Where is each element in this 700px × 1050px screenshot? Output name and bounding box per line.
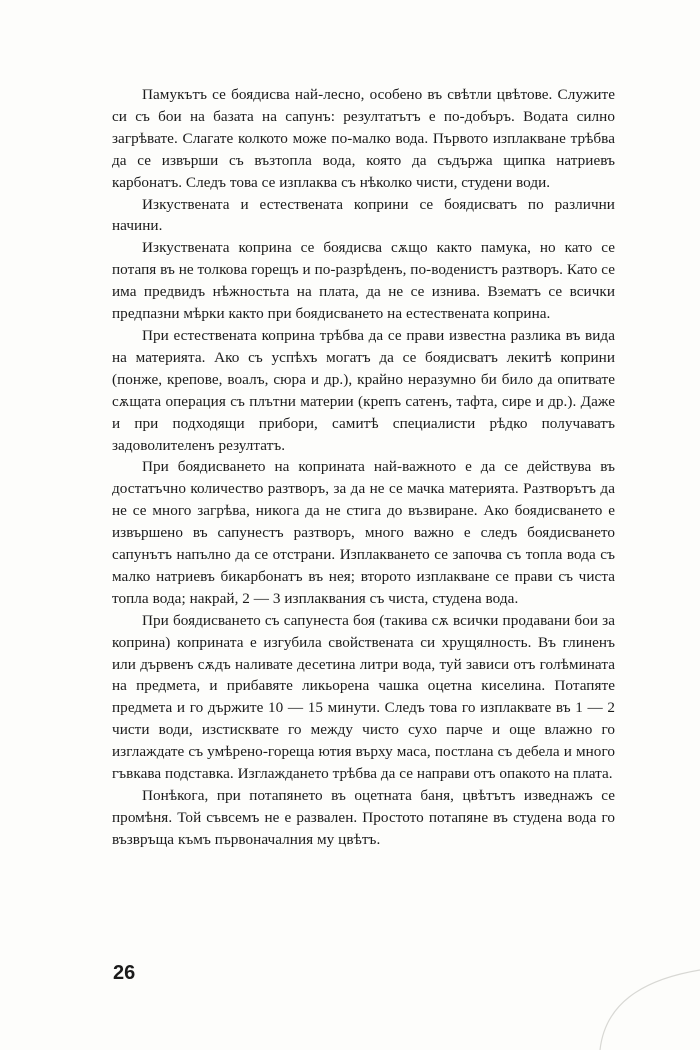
page-number: 26 (113, 962, 136, 984)
paragraph-natural-silk: При естествената коприна трѣбва да се прави известна разлика въ вида на материята. Ако съ успѣхъ могатъ да се боядисватъ лекитѣ коприни (понже, крепове, воалъ, сюра и др.), крайно неразумно би било да опитвате сѫщата операция съ плътни материи (крепъ сатенъ, тафта, сире и др.). Даже и при подходящи прибори, самитѣ специалисти рѣдко получаватъ задоволителенъ резултатъ. (112, 326, 615, 454)
paragraph-soap-dye: При боядисването съ сапунеста боя (такива сѫ всички продавани бои за коприна) коприната е изгубила свойствената си хрущялность. Въ глиненъ или дървенъ сѫдъ наливате десетина литри вода, туй зависи отъ голѣмината на предмета, и прибавяте ликьорена чашка оцетна киселина. Потапяте предмета и го държите 10 — 15 минути. Следъ това го изплаквате въ 1 — 2 чисти води, изстисквате го между чисто сухо парче и още влажно го изглаждате съ умѣрено-гореща ютия върху маса, постлана съ дебела и много гъвкава подставка. Изглаждането трѣбва да се направи отъ опакото на плата. (112, 611, 615, 783)
page-body (112, 84, 615, 851)
paragraph-silk-types: Изкуствената и естествената коприни се боядисватъ по различни начини. (112, 195, 615, 235)
paragraph-artificial-silk: Изкуствената коприна се боядисва сѫщо както памука, но като се потапя въ не толкова горещъ и по-разрѣденъ, по-воденистъ разтворъ. Като се има предвидъ нѣжностьта на плата, да не се изнива. Взематъ се всички предпазни мѣрки както при боядисването на естествената коприна. (112, 239, 615, 323)
paragraph-cotton-dyeing: Памукътъ се боядисва най-лесно, особено въ свѣтли цвѣтове. Служите си съ бои на базата на сапунъ: резултатътъ е по-добъръ. Водата силно загрѣвате. Слагате колкото може по-малко вода. Първото изплакване трѣбва да се извърши съ възтопла вода, която да съдържа щипка натриевъ карбонатъ. Следъ това се изплаква съ нѣколко чисти, студени води. (112, 86, 615, 191)
paragraph-dyeing-method: При боядисването на коприната най-важното е да се действува въ достатъчно количество разтворъ, за да не се мачка материята. Разтворътъ да не се много загрѣва, никога да не стига до възвиране. Ако боядисването е извършено въ сапунестъ разтворъ, много важно е следъ боядисването сапунътъ напълно да се отстрани. Изплакването се започва съ топла вода съ малко натриевъ бикарбонатъ въ нея; второто изплакване се прави съ чиста топла вода; накрай, 2 — 3 изплаквания съ чиста, студена вода. (112, 458, 615, 607)
page-curl-mark (560, 910, 700, 1050)
paragraph-color-change: Понѣкога, при потапянето въ оцетната баня, цвѣтътъ изведнажъ се промѣня. Той съвсемъ не е развален. Простото потапяне въ студена вода го възвръща къмъ първоначалния му цвѣтъ. (112, 787, 615, 848)
